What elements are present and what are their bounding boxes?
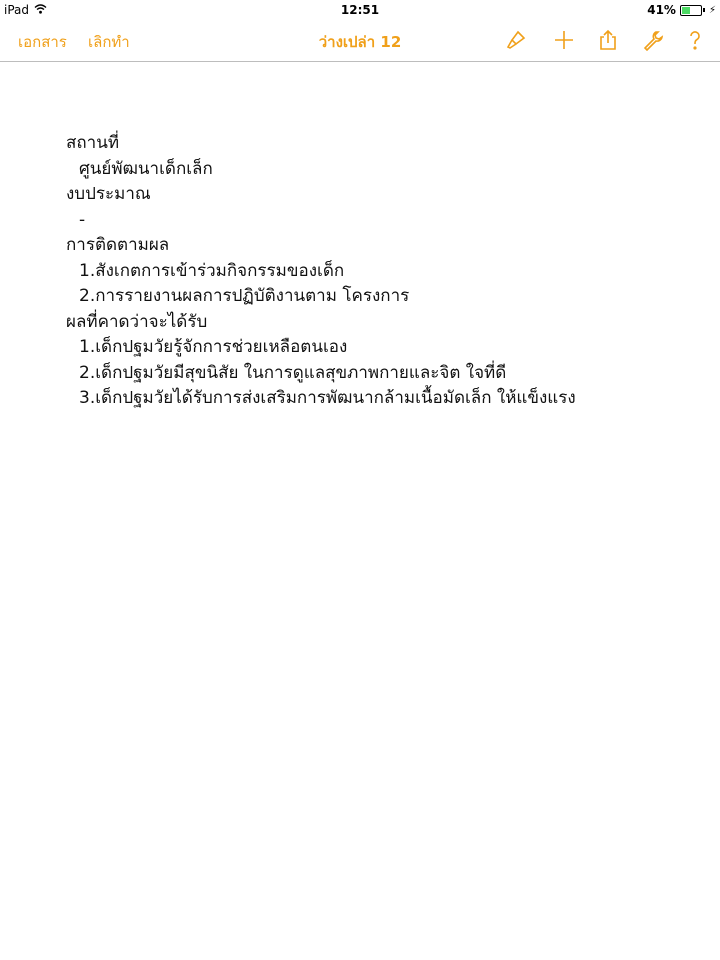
document-line: ผลที่คาดว่าจะได้รับ [66, 311, 208, 332]
undo-button[interactable]: เลิกทำ [88, 30, 130, 54]
toolbar [0, 20, 720, 62]
device-name: iPad [4, 3, 30, 17]
charging-icon: ⚡ [708, 4, 716, 16]
plus-icon[interactable] [551, 27, 577, 53]
brush-icon[interactable] [503, 27, 529, 53]
clock: 12:51 [340, 3, 380, 17]
battery-percent: 41% [647, 3, 676, 17]
status-bar [0, 0, 720, 20]
document-line: - [79, 209, 86, 230]
document-body[interactable] [66, 131, 686, 412]
document-line: 3.เด็กปฐมวัยได้รับการส่งเสริมการพัฒนากล้ามเนื้อมัดเล็ก ให้แข็งแรง [79, 388, 576, 408]
document-line: 1.สังเกตการเข้าร่วมกิจกรรมของเด็ก [79, 260, 345, 281]
battery-fill [682, 7, 690, 14]
share-icon[interactable] [595, 27, 621, 53]
documents-button[interactable]: เอกสาร [18, 30, 67, 54]
document-line: การติดตามผล [66, 235, 170, 255]
wrench-icon[interactable] [640, 27, 666, 53]
document-line: 2.การรายงานผลการปฏิบัติงานตาม โครงการ [79, 286, 410, 306]
document-line: งบประมาณ [66, 184, 151, 204]
document-line: ศูนย์พัฒนาเด็กเล็ก [79, 158, 213, 179]
document-line: สถานที่ [66, 133, 120, 153]
document-line: 1.เด็กปฐมวัยรู้จักการช่วยเหลือตนเอง [79, 337, 348, 357]
help-icon[interactable] [682, 27, 708, 53]
battery-icon [680, 5, 702, 16]
document-line: 2.เด็กปฐมวัยมีสุขนิสัย ในการดูแลสุขภาพกายและจิต ใจที่ดี [79, 362, 507, 383]
document-title: ว่างเปล่า 12 [318, 33, 402, 51]
